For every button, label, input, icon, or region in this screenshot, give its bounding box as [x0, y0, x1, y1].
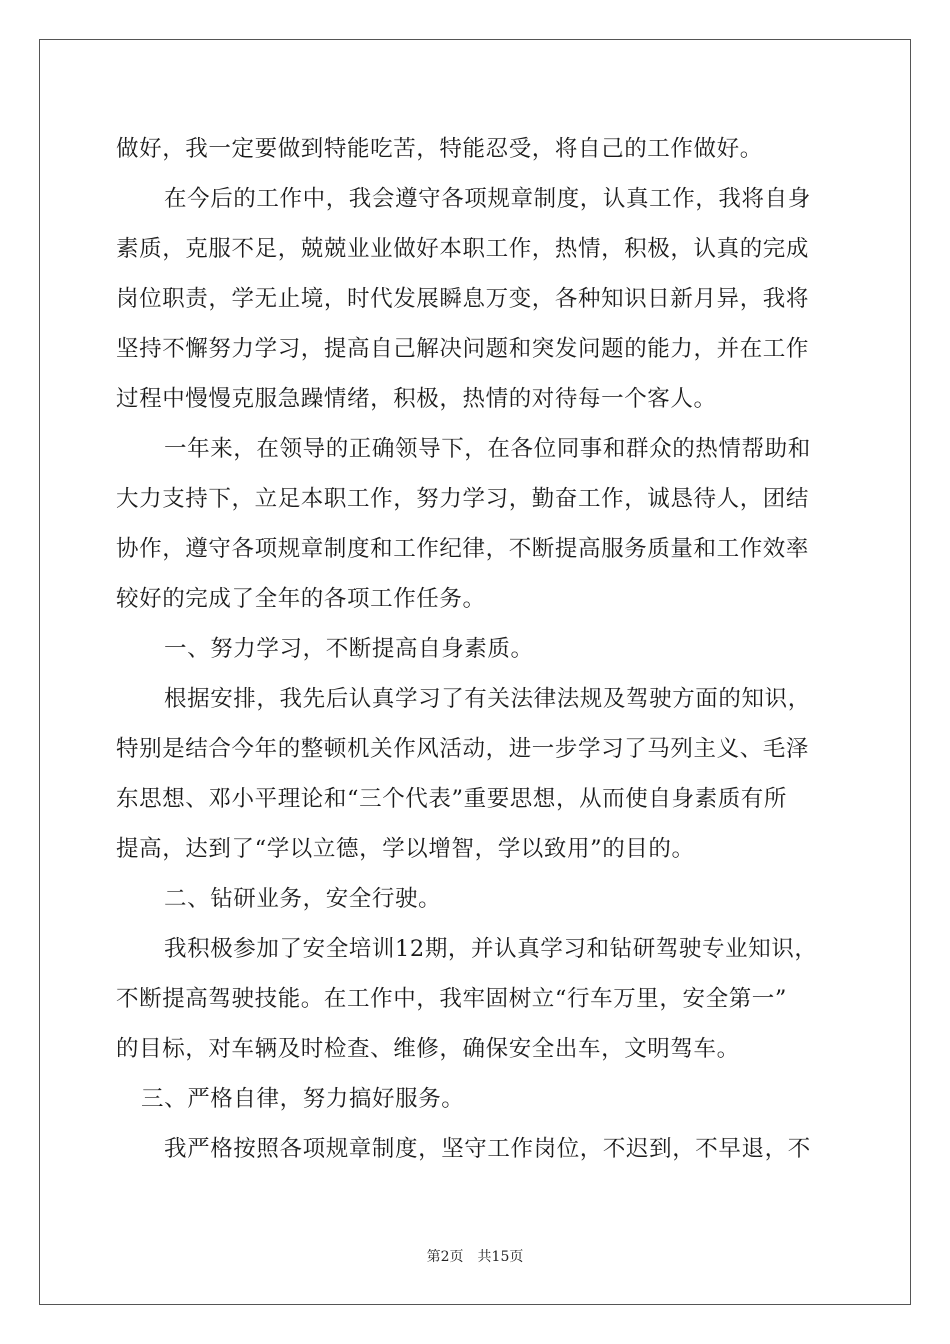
text-line: 大力支持下，立足本职工作，努力学习，勤奋工作，诚恳待人，团结	[116, 486, 810, 512]
section-heading-1: 一、努力学习，不断提高自身素质。	[164, 636, 534, 662]
text-line: 提高，达到了“学以立德，学以增智，学以致用”的目的。	[116, 836, 695, 862]
page-total: 共15页	[477, 1249, 524, 1265]
page-footer	[0, 1246, 950, 1266]
text-line: 素质，克服不足，兢兢业业做好本职工作，热情，积极，认真的完成	[116, 236, 810, 262]
paragraph-start: 我严格按照各项规章制度，坚守工作岗位，不迟到，不早退，不	[164, 1136, 811, 1162]
paragraph-start: 一年来，在领导的正确领导下，在各位同事和群众的热情帮助和	[164, 436, 811, 462]
paragraph-start: 在今后的工作中，我会遵守各项规章制度，认真工作，我将自身	[164, 186, 811, 212]
document-body	[116, 124, 836, 1174]
section-heading-3: 三、严格自律，努力搞好服务。	[141, 1086, 465, 1112]
text-line: 做好，我一定要做到特能吃苦，特能忍受，将自己的工作做好。	[116, 136, 763, 162]
paragraph-start: 根据安排，我先后认真学习了有关法律法规及驾驶方面的知识，	[164, 686, 811, 712]
text-line: 协作，遵守各项规章制度和工作纪律，不断提高服务质量和工作效率	[116, 536, 810, 562]
text-line: 坚持不懈努力学习，提高自己解决问题和突发问题的能力，并在工作	[116, 336, 810, 362]
paragraph-start: 我积极参加了安全培训12期，并认真学习和钻研驾驶专业知识，	[164, 936, 818, 962]
text-line: 较好的完成了全年的各项工作任务。	[116, 586, 486, 612]
text-line: 特别是结合今年的整顿机关作风活动，进一步学习了马列主义、毛泽	[116, 736, 810, 762]
text-line: 不断提高驾驶技能。在工作中，我牢固树立“行车万里，安全第一”	[116, 986, 788, 1012]
section-heading-2: 二、钻研业务，安全行驶。	[164, 886, 442, 912]
text-line: 岗位职责，学无止境，时代发展瞬息万变，各种知识日新月异，我将	[116, 286, 810, 312]
text-line: 过程中慢慢克服急躁情绪，积极，热情的对待每一个客人。	[116, 386, 717, 412]
page-number: 第2页	[426, 1249, 464, 1265]
text-line: 的目标，对车辆及时检查、维修，确保安全出车，文明驾车。	[116, 1036, 740, 1062]
text-line: 东思想、邓小平理论和“三个代表”重要思想，从而使自身素质有所	[116, 786, 788, 812]
